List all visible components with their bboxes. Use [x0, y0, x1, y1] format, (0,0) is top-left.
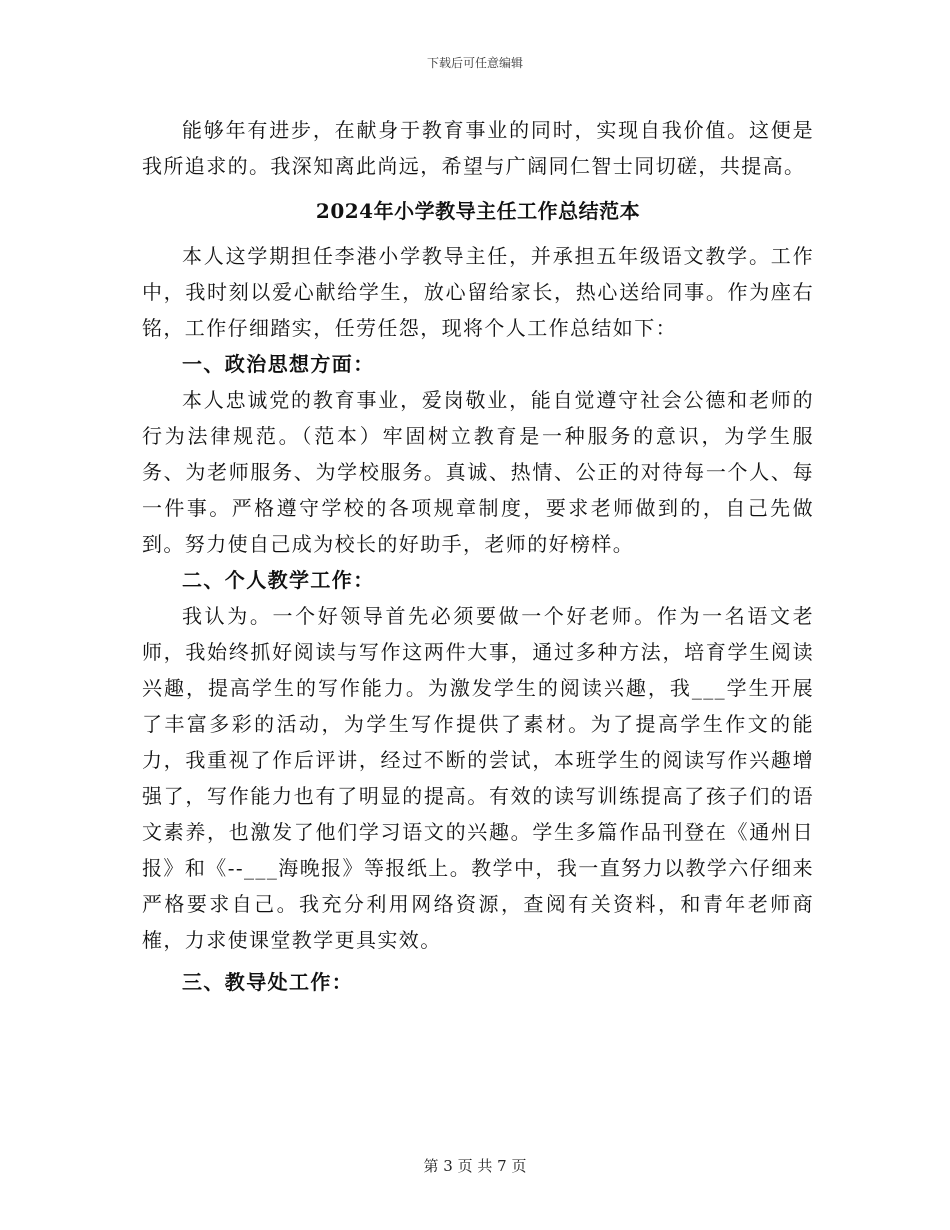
section-heading-teaching: 二、个人教学工作： [182, 568, 375, 592]
section-heading-politics: 一、政治思想方面： [182, 352, 375, 376]
paragraph-politics: 本人忠诚党的教育事业，爱岗敬业，能自觉遵守社会公德和老师的行为法律规范。（范本）牢固树立教育是一种服务的意识，为学生服务、为老师服务、为学校服务。真诚、热情、公正的对待每一个人、每一件事。严格遵守学校的各项规章制度，要求老师做到的，自己先做到。努力使自己成为校长的好助手，老师的好榜样。 [142, 388, 814, 556]
paragraph-intro-summary: 本人这学期担任李港小学教导主任，并承担五年级语文教学。工作中，我时刻以爱心献给学生，放心留给家长，热心送给同事。作为座右铭，工作仔细踏实，任劳任怨，现将个人工作总结如下： [142, 244, 814, 340]
page-header: 下载后可任意编辑 [426, 56, 523, 70]
section-heading-office: 三、教导处工作： [182, 970, 354, 994]
document-title: 2024年小学教导主任工作总结范本 [315, 199, 641, 223]
document-body [142, 112, 814, 1000]
page-footer: 第 3 页 共 7 页 [423, 1157, 527, 1175]
intro-paragraph: 能够年有进步，在献身于教育事业的同时，实现自我价值。这便是我所追求的。我深知离此尚远，希望与广阔同仁智士同切磋，共提高。 [142, 118, 814, 178]
paragraph-teaching: 我认为。一个好领导首先必须要做一个好老师。作为一名语文老师，我始终抓好阅读与写作这两件大事，通过多种方法，培育学生阅读兴趣，提高学生的写作能力。为激发学生的阅读兴趣，我___学生开展了丰富多彩的活动，为学生写作提供了素材。为了提高学生作文的能力，我重视了作后评讲，经过不断的尝试，本班学生的阅读写作兴趣增强了，写作能力也有了明显的提高。有效的读写训练提高了孩子们的语文素养，也激发了他们学习语文的兴趣。学生多篇作品刊登在《通州日报》和《--___海晚报》等报纸上。教学中，我一直努力以教学六仔细来严格要求自己。我充分利用网络资源，查阅有关资料，和青年老师商榷，力求使课堂教学更具实效。 [142, 604, 814, 952]
